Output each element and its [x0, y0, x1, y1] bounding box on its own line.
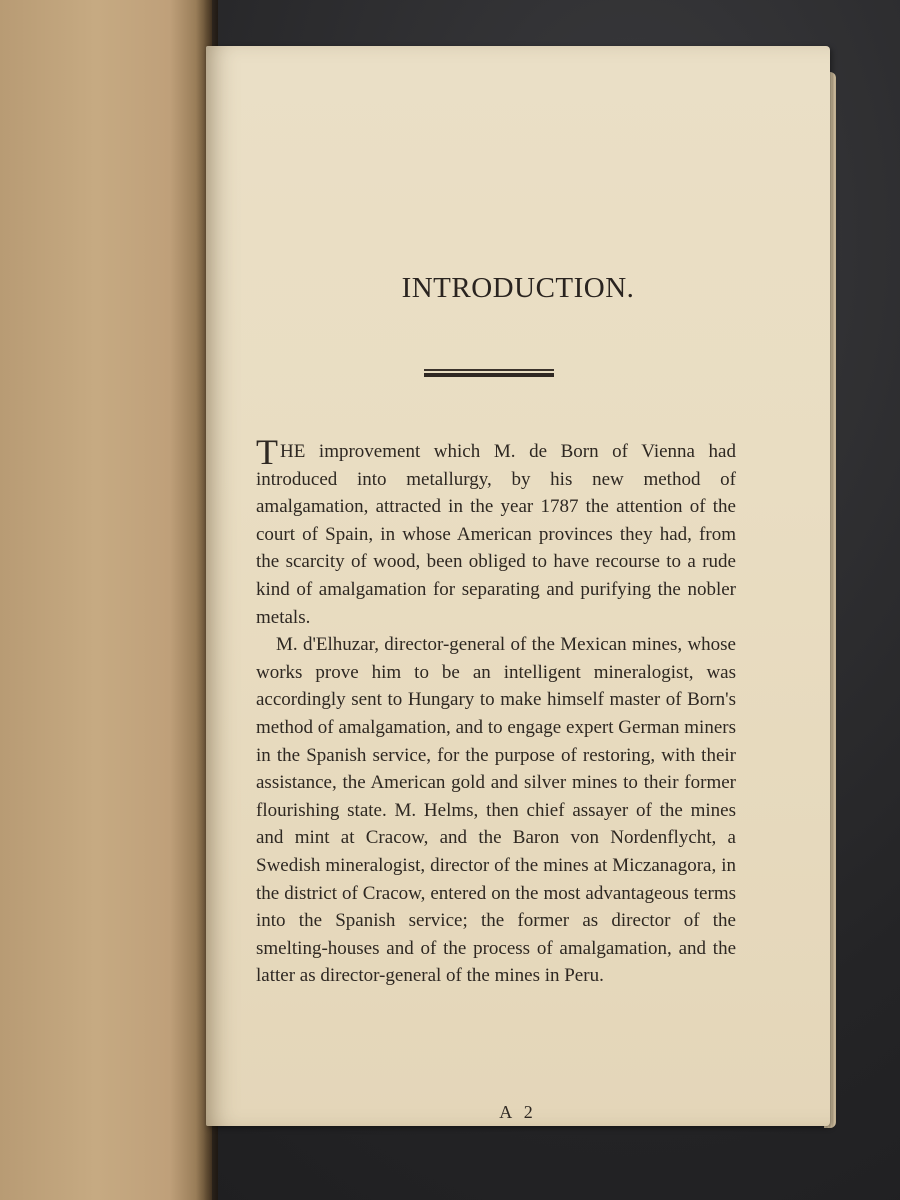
drop-cap: T	[256, 432, 278, 472]
signature-mark: A 2	[499, 1102, 537, 1122]
paragraph-1-text: HE improvement which M. de Born of Vienna had introduced into metallurgy, by his new method of amalgamation, attracted in the year 1787 the attention of the court of Spain, in whose American provinces they had, from the scarcity of wood, been obliged to have recourse to a rude kind of amalgamation for separating and purifying the nobler metals.	[256, 441, 736, 628]
rule-thick-line	[424, 373, 554, 377]
right-page	[206, 46, 830, 1126]
paragraph-2: M. d'Elhuzar, director-general of the Mexican mines, whose works prove him to be an intelligent mineralogist, was accordingly sent to Hungary to make himself master of Born's method of amalgamation, and to engage expert German miners in the Spanish service, for the purpose of restoring, with their assistance, the American gold and silver mines to their former flourishing state. M. Helms, then chief assayer of the mines and mint at Cracow, and the Baron von Nordenflycht, a Swedish mineralogist, director of the mines at Miczanagora, in the district of Cracow, entered on the most advantageous terms into the Spanish service; the former as director of the smelting-houses and of the process of amalgamation, and the latter as director-general of the mines in Peru.	[256, 634, 736, 987]
left-page	[0, 0, 212, 1200]
page-heading: INTRODUCTION.	[401, 272, 635, 304]
ornamental-rule	[424, 369, 554, 379]
body-text	[256, 432, 736, 990]
paragraph-1	[256, 432, 736, 631]
rule-thin-line	[424, 369, 554, 371]
